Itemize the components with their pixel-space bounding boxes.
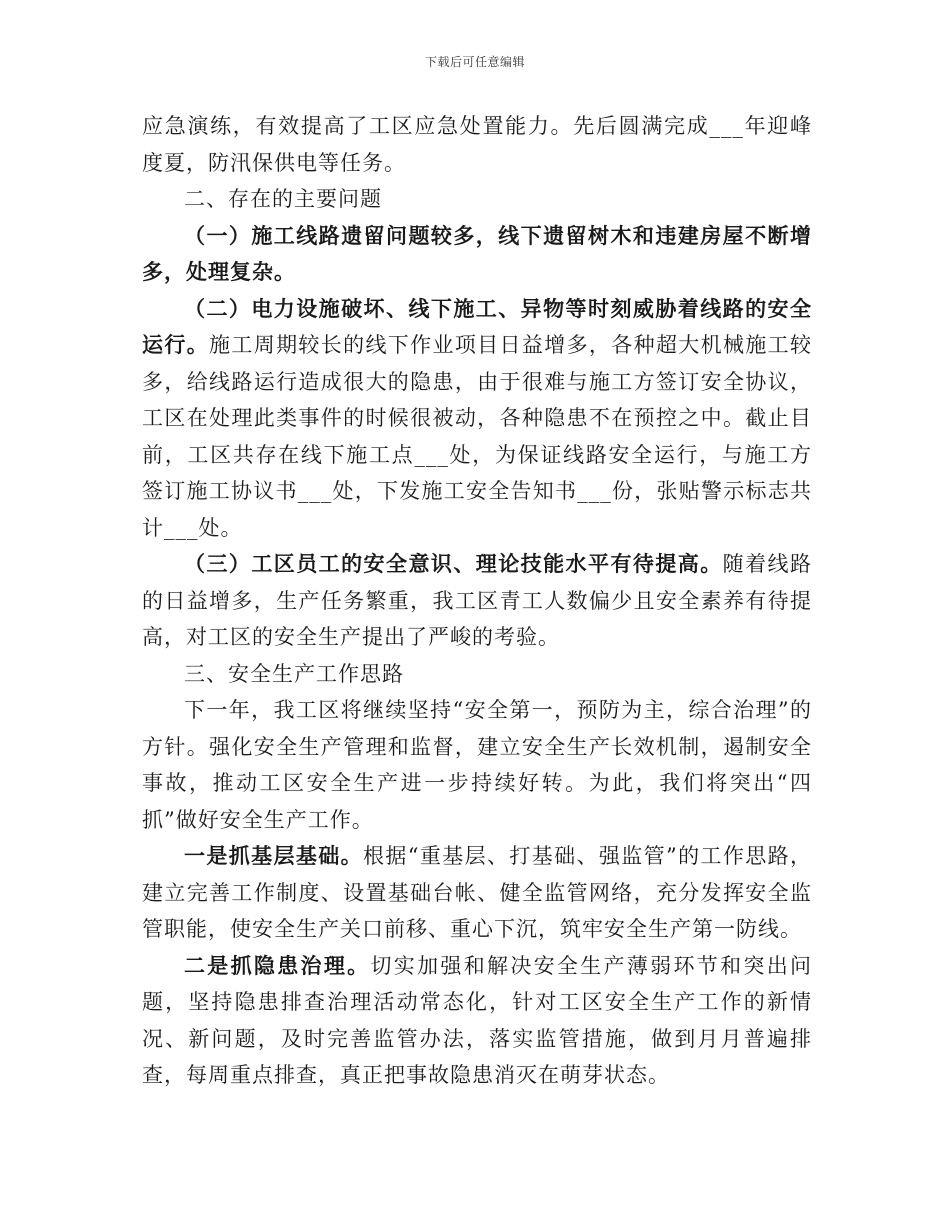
point-2-body: 切实加强和解决安全生产薄弱环节和突出问题，坚持隐患排查治理活动常态化，针对工区安全生产工作的新情况、新问题，及时完善监管办法，落实监管措施，做到月月普遍排查，每周重点排查，真正把事故隐患消灭在萌芽状态。 [142,953,813,1087]
paragraph-plan: 下一年，我工区将继续坚持“安全第一，预防为主，综合治理”的方针。强化安全生产管理和监督，建立安全生产长效机制，遏制安全事故，推动工区安全生产进一步持续好转。为此，我们将突出“四抓”做好安全生产工作。 [142,698,812,832]
issue-2 [142,291,812,547]
point-1-lead: 一是抓基层基础。 [184,843,364,868]
issue-1: （一）施工线路遗留问题较多，线下遗留树木和违建房屋不断增多，处理复杂。 [142,222,812,284]
point-1-body: 根据“重基层、打基础、强监管”的工作思路，建立完善工作制度、设置基础台帐、健全监管网络，充分发挥安全监管职能，使安全生产关口前移、重心下沉，筑牢安全生产第一防线。 [142,844,812,941]
page-header: 下载后可任意编辑 [424,55,525,69]
section-heading-problems: 二、存在的主要问题 [184,187,382,211]
issue-3-lead: （三）工区员工的安全意识、理论技能水平有待提高。 [184,551,723,576]
point-1 [142,838,812,948]
issue-3 [142,546,812,656]
issue-2-body: 施工周期较长的线下作业项目日益增多，各种超大机械施工较多，给线路运行造成很大的隐患，由于很难与施工方签订安全协议，工区在处理此类事件的时候很被动，各种隐患不在预控之中。截止目前，工区共存在线下施工点___处，为保证线路安全运行，与施工方签订施工协议书___处，下发施工安全告知书___份，张贴警示标志共计___处。 [142,333,813,540]
section-heading-approach: 三、安全生产工作思路 [184,661,404,686]
document-body [142,108,812,1094]
point-2-lead: 二是抓隐患治理。 [184,952,371,978]
issue-3-body: 随着线路的日益增多，生产任务繁重，我工区青工人数偏少且安全素养有待提高，对工区的安全生产提出了严峻的考验。 [142,552,813,649]
issue-2-lead: （二）电力设施破坏、线下施工、异物等时刻威胁着线路的安全运行。 [142,295,812,357]
paragraph-emergency-drill: 应急演练，有效提高了工区应急处置能力。先后圆满完成___年迎峰度夏，防汛保供电等任务。 [142,114,812,175]
point-2 [142,948,812,1094]
